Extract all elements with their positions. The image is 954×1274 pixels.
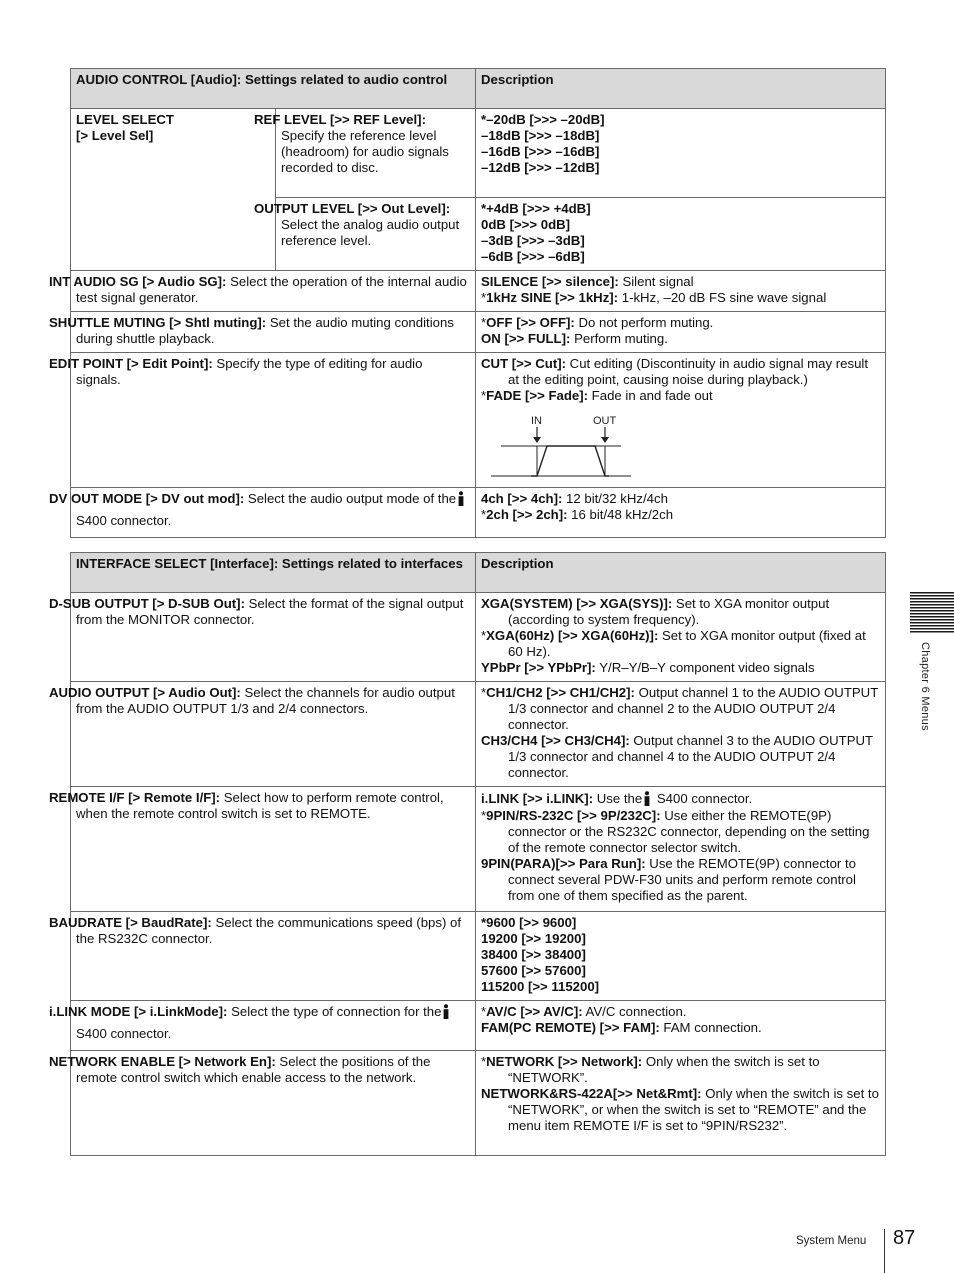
baudrate-options: [476, 912, 886, 1001]
list-item: 19200 [>> 19200]: [481, 931, 586, 946]
network-enable-desc: Select the positions of the remote control switch which enable access to the network.: [76, 1054, 431, 1085]
remote-if-desc: Select how to perform remote control, when the remote control switch is set to REMOTE.: [76, 790, 444, 821]
audio-control-table: [49, 68, 886, 538]
fade-diagram: [491, 412, 631, 482]
audio-table-header: [71, 69, 886, 109]
list-item: 115200 [>> 115200]: [481, 979, 600, 994]
audio-table-description-header: Description: [476, 69, 886, 109]
level-select-sublabel: [> Level Sel]: [76, 128, 154, 143]
table-row: [71, 1051, 886, 1156]
table-row: [71, 593, 886, 682]
interface-table-header: [71, 553, 886, 593]
chapter-tab-stripes: [910, 592, 954, 634]
default-mark: *: [481, 290, 487, 305]
ref-level-options: [476, 109, 886, 198]
output-level-options: [476, 198, 886, 271]
dv-out-mode-options: [476, 488, 886, 538]
shuttle-muting-cell: [49, 312, 476, 353]
table-row: [71, 109, 886, 198]
baudrate-name: BAUDRATE [> BaudRate]:: [49, 915, 212, 930]
list-item: *1kHz SINE [>> 1kHz]: 1-kHz, –20 dB FS sine wave signal: [481, 290, 827, 305]
ilink-mode-desc-a: Select the type of connection for the: [227, 1004, 442, 1019]
list-item: *NETWORK [>> Network]: Only when the switch is set to “NETWORK”.: [481, 1054, 820, 1085]
audio-output-cell: [49, 682, 476, 787]
ilink-icon: [457, 491, 465, 506]
ref-level-desc: Specify the reference level (headroom) for audio signals recorded to disc.: [281, 128, 449, 175]
default-mark: *: [481, 1054, 487, 1069]
audio-output-desc: Select the channels for audio output from the AUDIO OUTPUT 1/3 and 2/4 connectors.: [76, 685, 455, 716]
shuttle-muting-name: SHUTTLE MUTING [> Shtl muting]:: [49, 315, 267, 330]
list-item: *CH1/CH2 [>> CH1/CH2]: Output channel 1 to the AUDIO OUTPUT 1/3 connector and channel 2 to the AUDIO OUTPUT 2/4 connector.: [481, 685, 879, 732]
ilink-mode-name: i.LINK MODE [> i.LinkMode]:: [49, 1004, 228, 1019]
edit-point-desc: Specify the type of editing for audio signals.: [76, 356, 423, 387]
dsub-output-options: [476, 593, 886, 682]
network-enable-options: [476, 1051, 886, 1156]
output-level-name: OUTPUT LEVEL [>> Out Level]:: [254, 201, 451, 216]
footer-divider: [884, 1229, 885, 1273]
list-item: CUT [>> Cut]: Cut editing (Discontinuity in audio signal may result at the editing point, causing noise during playback.): [481, 356, 868, 387]
footer-section-label: System Menu: [796, 1235, 867, 1247]
output-level-desc: Select the analog audio output reference level.: [281, 217, 460, 248]
list-item: 4ch [>> 4ch]: 12 bit/32 kHz/4ch: [481, 491, 668, 506]
list-item: *+4dB [>>> +4dB]: [481, 201, 591, 216]
table-row: [71, 1001, 886, 1051]
table-row: [71, 353, 886, 488]
int-audio-sg-cell: [49, 271, 476, 312]
dv-out-mode-name: DV OUT MODE [> DV out mod]:: [49, 491, 245, 506]
table-row: [71, 787, 886, 912]
list-item: YPbPr [>> YPbPr]: Y/R–Y/B–Y component video signals: [481, 660, 815, 675]
in-arrow-head-icon: [533, 437, 541, 443]
list-item: –6dB [>>> –6dB]: [481, 249, 585, 264]
interface-table-description-header: Description: [476, 553, 886, 593]
list-item: –3dB [>>> –3dB]: [481, 233, 585, 248]
list-item: NETWORK&RS-422A[>> Net&Rmt]: Only when the switch is set to “NETWORK”, or when the switch is set to “REMOTE” and the menu item REMOTE I/F is set to “9PIN/RS232”.: [481, 1086, 879, 1133]
fade-diagram-in-label: IN: [531, 415, 543, 427]
list-item: 0dB [>>> 0dB]: [481, 217, 571, 232]
table-row: [71, 912, 886, 1001]
ilink-icon: [643, 791, 651, 806]
list-item: –16dB [>>> –16dB]: [481, 144, 600, 159]
default-mark: *: [481, 315, 487, 330]
remote-if-cell: [49, 787, 476, 912]
list-item: XGA(SYSTEM) [>> XGA(SYS)]: Set to XGA monitor output (according to system frequency).: [481, 596, 830, 627]
list-item: i.LINK [>> i.LINK]: Use the S400 connector.: [481, 791, 753, 806]
dv-out-mode-desc-b: S400 connector.: [76, 513, 172, 528]
default-mark: *: [481, 628, 487, 643]
edit-point-options: [476, 353, 886, 488]
output-level-cell: [254, 198, 476, 271]
default-mark: *: [481, 388, 487, 403]
int-audio-sg-options: [476, 271, 886, 312]
list-item: *2ch [>> 2ch]: 16 bit/48 kHz/2ch: [481, 507, 674, 522]
dv-out-mode-desc-a: Select the audio output mode of the: [244, 491, 457, 506]
table-row: [71, 271, 886, 312]
ilink-mode-options: [476, 1001, 886, 1051]
ref-level-name: REF LEVEL [>> REF Level]:: [254, 112, 426, 127]
ilink-mode-cell: [49, 1001, 476, 1051]
dsub-output-cell: [49, 593, 476, 682]
baudrate-desc: Select the communications speed (bps) of the RS232C connector.: [76, 915, 462, 946]
audio-output-name: AUDIO OUTPUT [> Audio Out]:: [49, 685, 241, 700]
interface-table-title: INTERFACE SELECT [Interface]: Settings related to interfaces: [71, 553, 476, 593]
shuttle-muting-options: [476, 312, 886, 353]
page-number: 87: [893, 1227, 916, 1249]
list-item: SILENCE [>> silence]: Silent signal: [481, 274, 694, 289]
default-mark: *: [481, 507, 487, 522]
edit-point-cell: [49, 353, 476, 488]
list-item: *9PIN/RS-232C [>> 9P/232C]: Use either the REMOTE(9P) connector or the RS232C connector, depending on the setting of the remote connector selector switch.: [481, 808, 870, 855]
dsub-output-name: D-SUB OUTPUT [> D-SUB Out]:: [49, 596, 245, 611]
chapter-tab-label: Chapter 6 Menus: [919, 642, 931, 731]
default-mark: *: [481, 1004, 487, 1019]
network-enable-cell: [49, 1051, 476, 1156]
list-item: *9600 [>> 9600]: [481, 915, 577, 930]
list-item: *XGA(60Hz) [>> XGA(60Hz)]: Set to XGA monitor output (fixed at 60 Hz).: [481, 628, 866, 659]
level-select-cell: [71, 109, 276, 271]
level-select-label: LEVEL SELECT: [76, 112, 174, 127]
fade-curve: [531, 446, 609, 476]
list-item: *OFF [>> OFF]: Do not perform muting.: [481, 315, 714, 330]
out-arrow-head-icon: [601, 437, 609, 443]
list-item: FAM(PC REMOTE) [>> FAM]: FAM connection.: [481, 1020, 762, 1035]
ilink-mode-desc-b: S400 connector.: [76, 1026, 172, 1041]
table-row: [71, 682, 886, 787]
dsub-output-desc: Select the format of the signal output from the MONITOR connector.: [76, 596, 464, 627]
list-item: CH3/CH4 [>> CH3/CH4]: Output channel 3 to the AUDIO OUTPUT 1/3 connector and channel 4 to the AUDIO OUTPUT 2/4 connector.: [481, 733, 873, 780]
baudrate-cell: [49, 912, 476, 1001]
list-item: *FADE [>> Fade]: Fade in and fade out: [481, 388, 713, 403]
list-item: *–20dB [>>> –20dB]: [481, 112, 605, 127]
interface-select-table: [49, 552, 886, 1156]
edit-point-name: EDIT POINT [> Edit Point]:: [49, 356, 213, 371]
ref-level-cell: [254, 109, 476, 198]
audio-table-title: AUDIO CONTROL [Audio]: Settings related to audio control: [71, 69, 476, 109]
default-mark: *: [481, 808, 487, 823]
list-item: *AV/C [>> AV/C]: AV/C connection.: [481, 1004, 687, 1019]
list-item: 9PIN(PARA)[>> Para Run]: Use the REMOTE(9P) connector to connect several PDW-F30 units and perform remote control from one of them specified as the parent.: [481, 856, 856, 903]
network-enable-name: NETWORK ENABLE [> Network En]:: [49, 1054, 276, 1069]
list-item: ON [>> FULL]: Perform muting.: [481, 331, 668, 346]
list-item: 38400 [>> 38400]: [481, 947, 586, 962]
default-mark: *: [481, 685, 487, 700]
int-audio-sg-name: INT AUDIO SG [> Audio SG]:: [49, 274, 227, 289]
audio-output-options: [476, 682, 886, 787]
remote-if-name: REMOTE I/F [> Remote I/F]:: [49, 790, 221, 805]
list-item: –12dB [>>> –12dB]: [481, 160, 600, 175]
shuttle-muting-desc: Set the audio muting conditions during shuttle playback.: [76, 315, 454, 346]
table-row: [71, 312, 886, 353]
list-item: –18dB [>>> –18dB]: [481, 128, 600, 143]
dv-out-mode-cell: [49, 488, 476, 538]
table-row: [71, 488, 886, 538]
list-item: 57600 [>> 57600]: [481, 963, 586, 978]
ilink-icon: [442, 1004, 450, 1019]
fade-diagram-out-label: OUT: [593, 415, 617, 427]
int-audio-sg-desc: Select the operation of the internal audio test signal generator.: [76, 274, 467, 305]
remote-if-options: [476, 787, 886, 912]
